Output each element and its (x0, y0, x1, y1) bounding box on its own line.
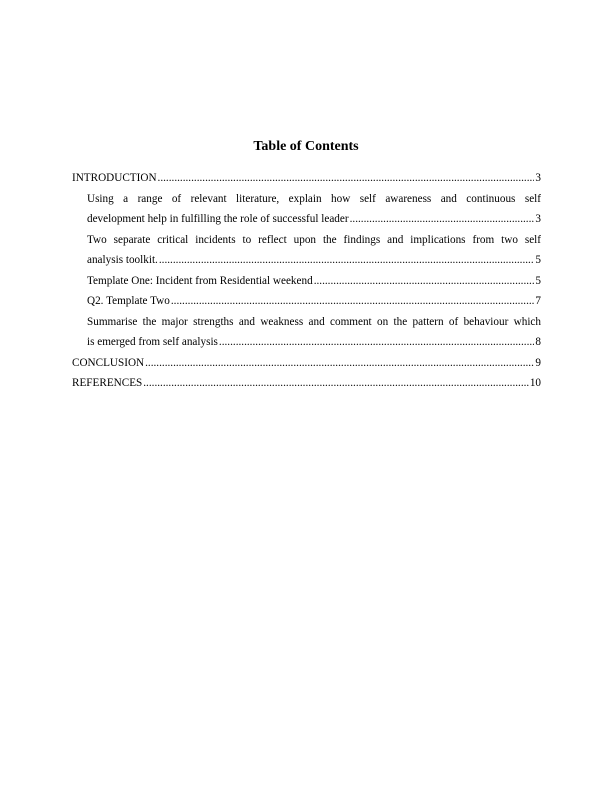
toc-entry-introduction[interactable] (72, 168, 541, 189)
toc-page-number: 9 (535, 356, 541, 369)
toc-entry-line (87, 209, 541, 230)
toc-page-number: 3 (535, 213, 541, 225)
toc-entry-line (72, 353, 541, 374)
toc-entry-label: development help in fulfilling the role of successful leader (87, 213, 349, 225)
dot-leader (314, 271, 535, 292)
toc-entry-conclusion[interactable] (72, 353, 541, 374)
toc-entry-line (87, 250, 541, 271)
toc-entry-strengths-weakness[interactable] (87, 312, 541, 353)
toc-page-number: 7 (535, 295, 541, 307)
dot-leader (143, 373, 529, 394)
toc-entry-references[interactable] (72, 373, 541, 394)
dot-leader (145, 353, 534, 374)
toc-page-number: 5 (535, 254, 541, 266)
dot-leader (158, 168, 535, 189)
toc-entry-template-two[interactable] (87, 291, 541, 312)
toc-page-number: 10 (529, 377, 541, 389)
toc-entry-label: analysis toolkit. (87, 254, 158, 266)
toc-entry-line (87, 271, 541, 292)
toc-entry-wrapped-line: Two separate critical incidents to reflect upon the findings and implications from two self (87, 233, 541, 246)
toc-entry-label: Template One: Incident from Residential weekend (87, 274, 313, 287)
dot-leader (350, 209, 535, 230)
toc-list (72, 168, 541, 394)
toc-entry-line (72, 168, 541, 189)
dot-leader (159, 250, 535, 271)
toc-entry-critical-incidents[interactable] (87, 230, 541, 271)
toc-page-number: 8 (535, 336, 541, 348)
toc-entry-label: CONCLUSION (72, 356, 145, 369)
toc-entry-line (72, 373, 541, 394)
toc-page-number: 5 (535, 274, 541, 287)
toc-entry-line (87, 291, 541, 312)
dot-leader (219, 332, 535, 353)
toc-entry-template-one[interactable] (87, 271, 541, 292)
toc-entry-wrapped-line: Using a range of relevant literature, explain how self awareness and continuous self (87, 192, 541, 205)
toc-entry-label: INTRODUCTION (72, 172, 157, 184)
dot-leader (171, 291, 535, 312)
toc-entry-label: Q2. Template Two (87, 295, 170, 307)
toc-entry-self-awareness[interactable] (87, 189, 541, 230)
toc-title: Table of Contents (253, 139, 359, 154)
toc-page-number: 3 (535, 172, 541, 184)
toc-entry-label: is emerged from self analysis (87, 336, 218, 348)
toc-entry-label: REFERENCES (72, 377, 143, 389)
toc-entry-line (87, 332, 541, 353)
toc-entry-wrapped-line: Summarise the major strengths and weakness and comment on the pattern of behaviour which (87, 315, 541, 328)
